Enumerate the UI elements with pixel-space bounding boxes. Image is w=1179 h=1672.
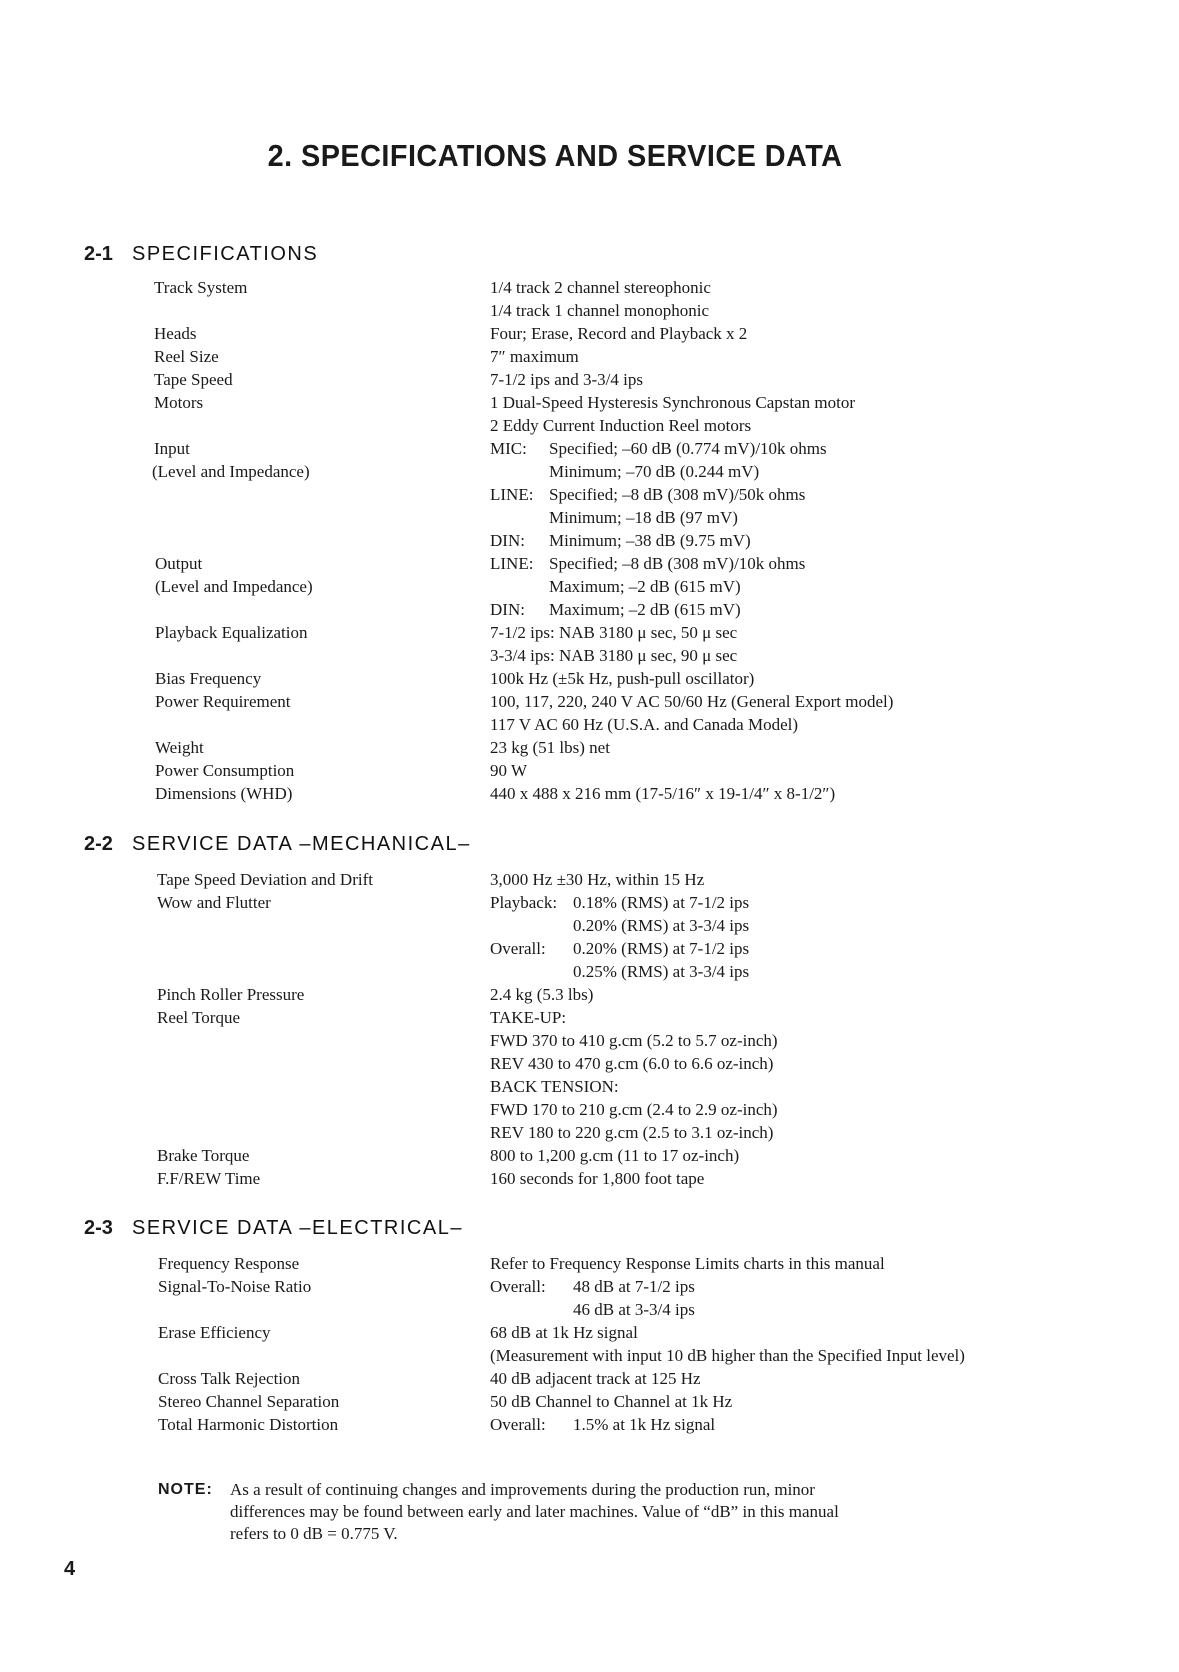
spec-value: 68 dB at 1k Hz signal	[490, 1323, 638, 1342]
spec-label: Pinch Roller Pressure	[157, 985, 305, 1004]
spec-value	[490, 937, 749, 960]
value-prefix: Overall:	[490, 1277, 546, 1296]
spec-label: Bias Frequency	[155, 669, 262, 688]
spec-row-cross-talk	[0, 1367, 1179, 1390]
spec-value: 90 W	[490, 761, 527, 780]
value-text: 1.5% at 1k Hz signal	[573, 1415, 716, 1434]
spec-row-continued	[0, 1121, 1179, 1144]
section-heading-electrical	[84, 1217, 463, 1240]
spec-row-dimensions	[0, 782, 1179, 805]
value-text: Maximum; –2 dB (615 mV)	[549, 600, 741, 619]
value-text: Specified; –8 dB (308 mV)/50k ohms	[549, 485, 806, 504]
spec-value	[490, 598, 741, 621]
spec-row-motors	[0, 391, 1179, 414]
spec-label: Track System	[154, 278, 248, 297]
spec-label: Power Consumption	[155, 761, 295, 780]
spec-value: 50 dB Channel to Channel at 1k Hz	[490, 1392, 733, 1411]
spec-value	[490, 483, 805, 506]
spec-value	[490, 1275, 695, 1298]
spec-label: Power Requirement	[155, 692, 291, 711]
spec-label: Frequency Response	[158, 1254, 300, 1273]
spec-row-wow-flutter	[0, 891, 1179, 914]
spec-value: 2.4 kg (5.3 lbs)	[490, 985, 594, 1004]
spec-value: 160 seconds for 1,800 foot tape	[490, 1169, 705, 1188]
spec-row-continued	[0, 1298, 1179, 1321]
spec-value: Maximum; –2 dB (615 mV)	[549, 577, 741, 596]
spec-row-continued	[0, 414, 1179, 437]
value-text: Specified; –8 dB (308 mV)/10k ohms	[549, 554, 806, 573]
spec-value: 7-1/2 ips and 3-3/4 ips	[490, 370, 643, 389]
section-heading-specifications	[84, 243, 318, 266]
section-heading-mechanical	[84, 833, 471, 856]
spec-label: Stereo Channel Separation	[158, 1392, 340, 1411]
spec-row-input	[0, 437, 1179, 460]
note-line: differences may be found between early and later machines. Value of “dB” in this manual	[230, 1502, 839, 1521]
note-label: NOTE:	[158, 1481, 213, 1498]
spec-label: Tape Speed Deviation and Drift	[157, 870, 373, 889]
spec-row-continued	[0, 1344, 1179, 1367]
spec-row-continued	[0, 644, 1179, 667]
spec-row-playback-equalization	[0, 621, 1179, 644]
spec-row-continued	[0, 960, 1179, 983]
spec-value: 100, 117, 220, 240 V AC 50/60 Hz (General Export model)	[490, 692, 894, 711]
spec-row-continued	[0, 529, 1179, 552]
spec-row-brake-torque	[0, 1144, 1179, 1167]
spec-value: 3,000 Hz ±30 Hz, within 15 Hz	[490, 870, 705, 889]
page-number: 4	[64, 1558, 76, 1580]
section-number: 2-2	[84, 833, 113, 855]
spec-label: Heads	[154, 324, 197, 343]
spec-value: 0.25% (RMS) at 3-3/4 ips	[573, 962, 750, 981]
spec-row-continued	[0, 1075, 1179, 1098]
spec-value: Minimum; –18 dB (97 mV)	[549, 508, 738, 527]
spec-row-power-consumption	[0, 759, 1179, 782]
spec-row-continued	[0, 914, 1179, 937]
spec-value	[490, 437, 827, 460]
value-prefix: Playback:	[490, 893, 558, 912]
spec-value: 440 x 488 x 216 mm (17-5/16″ x 19-1/4″ x 8-1/2″)	[490, 784, 836, 803]
section-title: SPECIFICATIONS	[132, 243, 319, 265]
spec-value	[490, 891, 749, 914]
spec-row-weight	[0, 736, 1179, 759]
spec-row-pinch-roller	[0, 983, 1179, 1006]
spec-label: Wow and Flutter	[157, 893, 271, 912]
spec-value: REV 430 to 470 g.cm (6.0 to 6.6 oz-inch)	[490, 1054, 774, 1073]
value-text: Specified; –60 dB (0.774 mV)/10k ohms	[549, 439, 827, 458]
spec-row-tape-speed-deviation	[0, 868, 1179, 891]
section-number: 2-3	[84, 1217, 113, 1239]
spec-value: 0.20% (RMS) at 3-3/4 ips	[573, 916, 750, 935]
spec-value: 46 dB at 3-3/4 ips	[573, 1300, 695, 1319]
spec-row-continued	[0, 713, 1179, 736]
value-prefix: LINE:	[490, 485, 534, 504]
spec-row-signal-to-noise	[0, 1275, 1179, 1298]
spec-value: 7-1/2 ips: NAB 3180 μ sec, 50 μ sec	[490, 623, 738, 642]
spec-row-continued	[0, 299, 1179, 322]
spec-row-reel-torque	[0, 1006, 1179, 1029]
spec-label: Cross Talk Rejection	[158, 1369, 301, 1388]
spec-label: Output	[155, 554, 203, 573]
spec-label: Total Harmonic Distortion	[158, 1415, 339, 1434]
spec-value: Four; Erase, Record and Playback x 2	[490, 324, 748, 343]
spec-value: 23 kg (51 lbs) net	[490, 738, 610, 757]
value-prefix: Overall:	[490, 1415, 546, 1434]
spec-value: 117 V AC 60 Hz (U.S.A. and Canada Model)	[490, 715, 799, 734]
spec-sublabel: (Level and Impedance)	[152, 462, 310, 481]
spec-value: BACK TENSION:	[490, 1077, 619, 1096]
spec-row-continued	[0, 483, 1179, 506]
spec-label: Reel Torque	[157, 1008, 240, 1027]
spec-row-power-requirement	[0, 690, 1179, 713]
spec-label: Tape Speed	[154, 370, 233, 389]
spec-label: Reel Size	[154, 347, 219, 366]
spec-sublabel: (Level and Impedance)	[155, 577, 313, 596]
spec-row-continued	[0, 1052, 1179, 1075]
spec-value: 7″ maximum	[490, 347, 579, 366]
note-line: refers to 0 dB = 0.775 V.	[230, 1524, 398, 1543]
spec-row-continued	[0, 460, 1179, 483]
spec-value: Refer to Frequency Response Limits charts in this manual	[490, 1254, 885, 1273]
spec-value	[490, 552, 805, 575]
spec-label: Motors	[154, 393, 204, 412]
value-text: 0.20% (RMS) at 7-1/2 ips	[573, 939, 750, 958]
spec-label: Weight	[155, 738, 204, 757]
spec-value: 1/4 track 1 channel monophonic	[490, 301, 710, 320]
note-text	[230, 1479, 950, 1545]
spec-row-ff-rew-time	[0, 1167, 1179, 1190]
spec-value: FWD 370 to 410 g.cm (5.2 to 5.7 oz-inch)	[490, 1031, 778, 1050]
spec-row-continued	[0, 937, 1179, 960]
spec-label: F.F/REW Time	[157, 1169, 261, 1188]
spec-value: 3-3/4 ips: NAB 3180 μ sec, 90 μ sec	[490, 646, 738, 665]
note-line: As a result of continuing changes and improvements during the production run, minor	[230, 1480, 815, 1499]
spec-row-thd	[0, 1413, 1179, 1436]
spec-row-continued	[0, 506, 1179, 529]
spec-row-stereo-separation	[0, 1390, 1179, 1413]
spec-label: Playback Equalization	[155, 623, 308, 642]
spec-value: FWD 170 to 210 g.cm (2.4 to 2.9 oz-inch)	[490, 1100, 778, 1119]
spec-value: (Measurement with input 10 dB higher than the Specified Input level)	[490, 1346, 965, 1365]
spec-value: 2 Eddy Current Induction Reel motors	[490, 416, 752, 435]
value-prefix: Overall:	[490, 939, 546, 958]
spec-value: 100k Hz (±5k Hz, push-pull oscillator)	[490, 669, 755, 688]
value-prefix: DIN:	[490, 600, 525, 619]
section-title: SERVICE DATA –ELECTRICAL–	[132, 1217, 463, 1239]
spec-row-track-system	[0, 276, 1179, 299]
spec-row-continued	[0, 1098, 1179, 1121]
spec-row-bias-frequency	[0, 667, 1179, 690]
spec-row-continued	[0, 598, 1179, 621]
spec-row-heads	[0, 322, 1179, 345]
spec-row-output	[0, 552, 1179, 575]
spec-value: Minimum; –70 dB (0.244 mV)	[549, 462, 760, 481]
spec-row-erase-efficiency	[0, 1321, 1179, 1344]
spec-value	[490, 1413, 715, 1436]
spec-row-reel-size	[0, 345, 1179, 368]
value-text: Minimum; –38 dB (9.75 mV)	[549, 531, 751, 550]
value-prefix: LINE:	[490, 554, 534, 573]
spec-value: 1/4 track 2 channel stereophonic	[490, 278, 711, 297]
value-prefix: DIN:	[490, 531, 525, 550]
spec-row-frequency-response	[0, 1252, 1179, 1275]
spec-label: Input	[154, 439, 190, 458]
spec-value: 800 to 1,200 g.cm (11 to 17 oz-inch)	[490, 1146, 740, 1165]
spec-value: 1 Dual-Speed Hysteresis Synchronous Capstan motor	[490, 393, 855, 412]
spec-row-continued	[0, 1029, 1179, 1052]
spec-label: Erase Efficiency	[158, 1323, 271, 1342]
spec-label: Dimensions (WHD)	[155, 784, 293, 803]
spec-value: TAKE-UP:	[490, 1008, 567, 1027]
spec-value: REV 180 to 220 g.cm (2.5 to 3.1 oz-inch)	[490, 1123, 774, 1142]
value-text: 48 dB at 7-1/2 ips	[573, 1277, 695, 1296]
spec-row-continued	[0, 575, 1179, 598]
spec-value: 40 dB adjacent track at 125 Hz	[490, 1369, 701, 1388]
page-title: 2. SPECIFICATIONS AND SERVICE DATA	[267, 138, 843, 173]
spec-value	[490, 529, 751, 552]
section-title: SERVICE DATA –MECHANICAL–	[132, 833, 471, 855]
spec-row-tape-speed	[0, 368, 1179, 391]
section-number: 2-1	[84, 243, 113, 265]
value-prefix: MIC:	[490, 439, 527, 458]
spec-label: Brake Torque	[157, 1146, 250, 1165]
value-text: 0.18% (RMS) at 7-1/2 ips	[573, 893, 750, 912]
spec-label: Signal-To-Noise Ratio	[158, 1277, 312, 1296]
